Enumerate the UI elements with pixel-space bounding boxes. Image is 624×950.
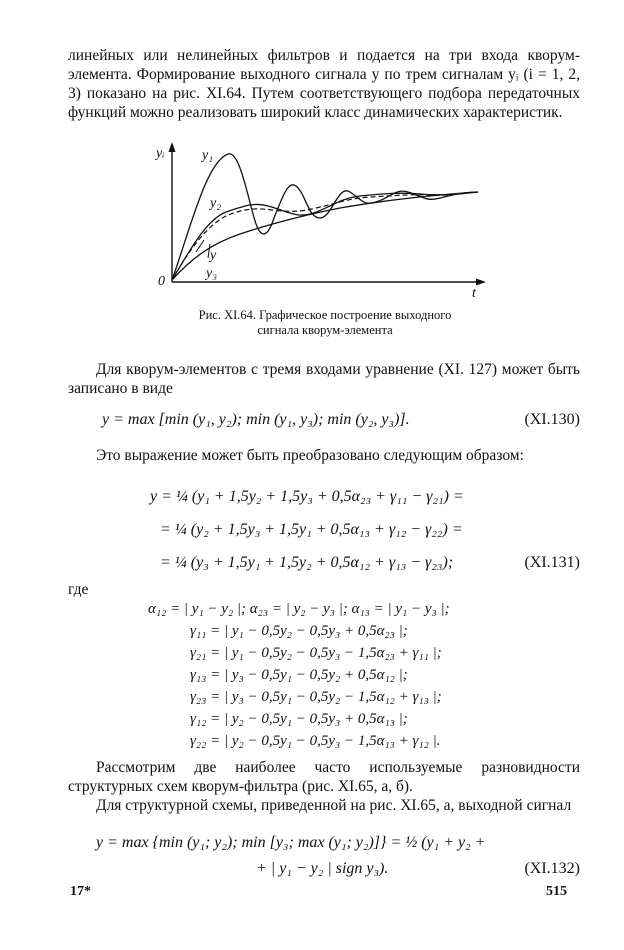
- label-y3: y₃: [206, 266, 218, 281]
- equation-number-131: (XI.131): [524, 554, 580, 571]
- y-axis-arrow: [169, 142, 176, 152]
- paragraph-equation-intro: Для кворум-элементов с тремя входами уравнение (XI. 127) может быть записано в виде: [68, 361, 580, 397]
- paragraph-intro: линейных или нелинейных фильтров и подается на три входа кворум-элемента. Формирование выходного сигнала y по трем сигналам yᵢ (i = 1, 2, 3) показано на рис. XI.64. Путем соответствующего подбора передаточных функций можно реализовать широкий класс динамических характеристик.: [68, 47, 580, 121]
- definition-gamma-12: γ₁₂ = | y₂ − 0,5y₁ − 0,5y₃ + 0,5α₁₃ |;: [190, 711, 408, 727]
- label-t: t: [472, 286, 476, 301]
- equation-number-130: (XI.130): [524, 411, 580, 428]
- caption-line-1: Рис. XI.64. Графическое построение выходного: [198, 308, 452, 322]
- word-where: где: [68, 581, 89, 598]
- equation-xi-131-line-1: y = ¼ (y₁ + 1,5y₂ + 1,5y₃ + 0,5α₂₃ + γ₁₁ − γ₂₁) =: [150, 488, 464, 505]
- label-yi: yᵢ: [156, 146, 165, 161]
- equation-xi-132-line-1: y = max {min (y₁; y₂); min [y₃; max (y₁; y₂)]} = ½ (y₁ + y₂ +: [96, 834, 486, 851]
- paragraph-transform: Это выражение может быть преобразовано следующим образом:: [96, 447, 524, 464]
- equation-xi-131-line-2: = ¼ (y₂ + 1,5y₃ + 1,5y₁ + 0,5α₁₃ + γ₁₂ − γ₂₂) =: [160, 521, 463, 538]
- label-origin: 0: [158, 274, 165, 289]
- definition-gamma-11: γ₁₁ = | y₁ − 0,5y₂ − 0,5y₃ + 0,5α₂₃ |;: [190, 623, 408, 639]
- label-y1: y₁: [202, 148, 214, 163]
- definition-gamma-13: γ₁₃ = | y₃ − 0,5y₁ − 0,5y₂ + 0,5α₁₂ |;: [190, 667, 408, 683]
- figure-xi-64: [150, 140, 490, 315]
- leader-y: [196, 240, 204, 252]
- figure-caption: [160, 308, 490, 338]
- t-axis-arrow: [476, 279, 486, 286]
- definition-gamma-21: γ₂₁ = | y₁ − 0,5y₂ − 0,5y₃ − 1,5α₂₃ + γ₁₁ |;: [190, 645, 442, 661]
- label-y: y: [210, 248, 217, 263]
- definition-alpha: α₁₂ = | y₁ − y₂ |; α₂₃ = | y₂ − y₃ |; α₁₃ = | y₁ − y₃ |;: [148, 601, 450, 617]
- equation-number-132: (XI.132): [524, 860, 580, 877]
- label-y2: y₂: [210, 196, 222, 211]
- definition-gamma-23: γ₂₃ = | y₃ − 0,5y₁ − 0,5y₂ − 1,5α₁₂ + γ₁₃ |;: [190, 689, 442, 705]
- paragraph-variants: Рассмотрим две наиболее часто используемые разновидности структурных схем кворум-фильтра (рис. XI.65, а, б).: [68, 759, 580, 795]
- definition-gamma-22: γ₂₂ = | y₂ − 0,5y₁ − 0,5y₃ − 1,5α₁₃ + γ₁₂ |.: [190, 733, 441, 749]
- page-number: 515: [546, 884, 567, 899]
- equation-xi-131-line-3: = ¼ (y₃ + 1,5y₁ + 1,5y₂ + 0,5α₁₂ + γ₁₃ − γ₂₃);: [160, 554, 454, 571]
- equation-xi-132-line-2: + | y₁ − y₂ | sign y₃).: [256, 860, 389, 877]
- equation-xi-130: y = max [min (y₁, y₂); min (y₁, y₃); min (y₂, y₃)].: [102, 411, 410, 428]
- caption-line-2: сигнала кворум-элемента: [257, 323, 393, 337]
- quorum-signals-plot: [150, 140, 490, 310]
- paragraph-scheme-a: Для структурной схемы, приведенной на рис. XI.65, а, выходной сигнал: [96, 797, 572, 814]
- signature-mark: 17*: [70, 884, 91, 899]
